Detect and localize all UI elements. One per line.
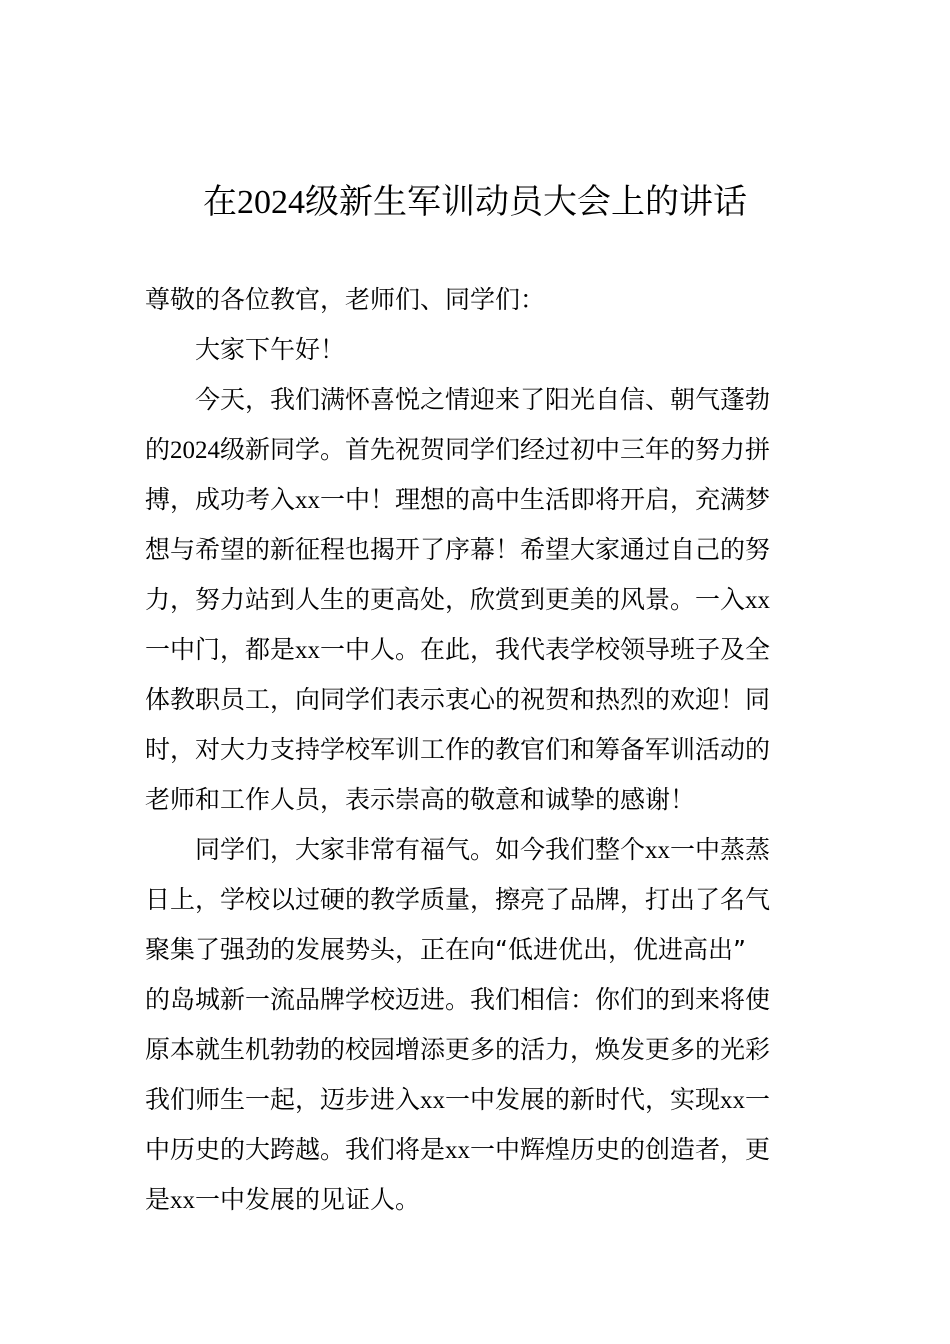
text-line: 搏，成功考入xx一中！理想的高中生活即将开启，充满梦 bbox=[145, 485, 771, 514]
text-line: 我们师生一起，迈步进入xx一中发展的新时代，实现xx一 bbox=[145, 1085, 771, 1114]
text-line: 体教职员工，向同学们表示衷心的祝贺和热烈的欢迎！同 bbox=[145, 685, 771, 714]
text-line: 原本就生机勃勃的校园增添更多的活力，焕发更多的光彩 bbox=[145, 1035, 771, 1064]
text-line: 聚集了强劲的发展势头，正在向“低进优出，优进高出” bbox=[145, 935, 746, 964]
latin-run: xx bbox=[170, 1187, 196, 1214]
text-line: 一中门，都是xx一中人。在此，我代表学校领导班子及全 bbox=[145, 635, 771, 664]
text-line: 力，努力站到人生的更高处，欣赏到更美的风景。一入xx bbox=[145, 585, 771, 614]
latin-run: xx bbox=[645, 837, 671, 864]
text-line: 的2024级新同学。首先祝贺同学们经过初中三年的努力拼 bbox=[145, 435, 771, 464]
text-line: 是xx一中发展的见证人。 bbox=[145, 1185, 421, 1214]
page-title: 在2024级新生军训动员大会上的讲话 bbox=[203, 182, 747, 222]
text-line: 今天，我们满怀喜悦之情迎来了阳光自信、朝气蓬勃 bbox=[195, 385, 771, 414]
latin-run: xx bbox=[745, 587, 771, 614]
text-line: 的岛城新一流品牌学校迈进。我们相信：你们的到来将使 bbox=[145, 985, 771, 1014]
latin-run: 2024 bbox=[237, 184, 305, 221]
text-line: 老师和工作人员，表示崇高的敬意和诚挚的感谢！ bbox=[145, 785, 696, 814]
text-line: 日上，学校以过硬的教学质量，擦亮了品牌，打出了名气 bbox=[145, 885, 771, 914]
text-line: 中历史的大跨越。我们将是xx一中辉煌历史的创造者，更 bbox=[145, 1135, 771, 1164]
text-line: 时，对大力支持学校军训工作的教官们和筹备军训活动的 bbox=[145, 735, 771, 764]
text-line: 大家下午好！ bbox=[195, 335, 346, 364]
latin-run: xx bbox=[295, 487, 321, 514]
speech-body bbox=[145, 275, 810, 1225]
text-line: 同学们，大家非常有福气。如今我们整个xx一中蒸蒸 bbox=[195, 835, 771, 864]
text-line: 尊敬的各位教官，老师们、同学们： bbox=[145, 285, 546, 314]
latin-run: 2024 bbox=[170, 437, 221, 464]
latin-run: xx bbox=[445, 1137, 471, 1164]
latin-run: xx bbox=[295, 637, 321, 664]
latin-run: xx bbox=[720, 1087, 746, 1114]
latin-run: xx bbox=[420, 1087, 446, 1114]
text-line: 想与希望的新征程也揭开了序幕！希望大家通过自己的努 bbox=[145, 535, 771, 564]
